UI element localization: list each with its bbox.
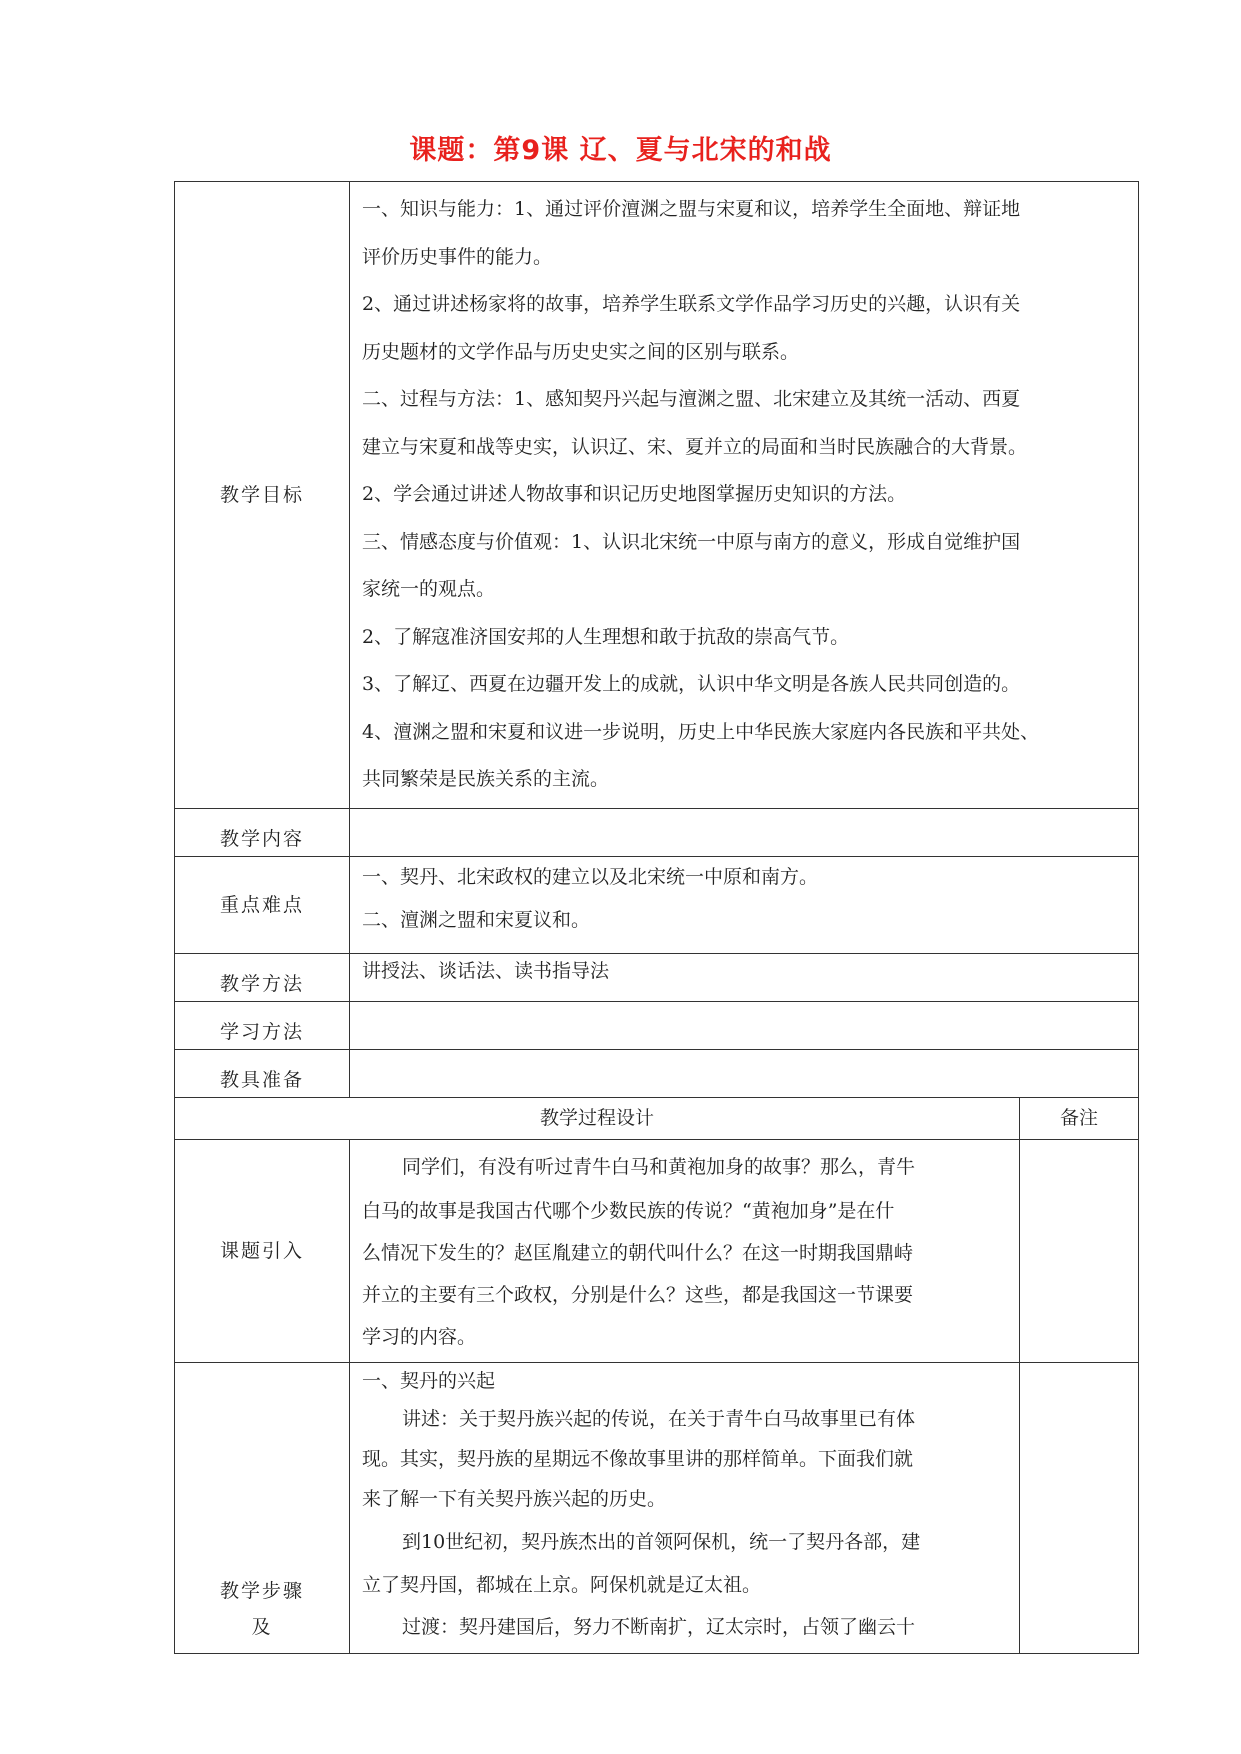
row-learning-method (175, 1001, 1139, 1049)
row-steps (175, 1362, 1139, 1653)
intro-line: 么情况下发生的？赵匡胤建立的朝代叫什么？在这一时期我国鼎峙 (362, 1241, 914, 1264)
label-teaching-method: 教学方法 (175, 953, 350, 1001)
label-key-points: 重点难点 (175, 856, 350, 953)
intro-line: 并立的主要有三个政权，分别是什么？这些，都是我国这一节课要 (362, 1283, 914, 1306)
process-design-header: 教学过程设计 (175, 1097, 1020, 1139)
row-materials (175, 1049, 1139, 1097)
lesson-plan-table (174, 181, 1139, 1654)
teaching-method-text: 讲授法、谈话法、读书指导法 (362, 959, 610, 982)
label-materials: 教具准备 (175, 1049, 350, 1097)
intro-notes (1020, 1139, 1139, 1362)
objectives-line: 一、知识与能力：1、通过评价澶渊之盟与宋夏和议，培养学生全面地、辩证地 (362, 198, 1021, 220)
objectives-line: 2、通过讲述杨家将的故事，培养学生联系文学作品学习历史的兴趣，认识有关 (362, 293, 1021, 315)
steps-line: 现。其实，契丹族的星期远不像故事里讲的那样简单。下面我们就 (362, 1447, 914, 1470)
key-point-line: 一、契丹、北宋政权的建立以及北宋统一中原和南方。 (362, 865, 819, 888)
label-learning-method: 学习方法 (175, 1001, 350, 1049)
label-steps-line2: 及 (251, 1615, 273, 1638)
objectives-line: 历史题材的文学作品与历史史实之间的区别与联系。 (362, 340, 800, 363)
row-key-points (175, 856, 1139, 953)
key-point-line: 二、澶渊之盟和宋夏议和。 (362, 908, 591, 931)
intro-line: 白马的故事是我国古代哪个少数民族的传说？“黄袍加身”是在什 (362, 1199, 895, 1222)
steps-line: 到10世纪初，契丹族杰出的首领阿保机，统一了契丹各部，建 (402, 1530, 921, 1553)
steps-notes (1020, 1362, 1139, 1653)
objectives-line: 三、情感态度与价值观：1、认识北宋统一中原与南方的意义，形成自觉维护国 (362, 530, 1021, 553)
label-objectives: 教学目标 (175, 182, 350, 809)
intro-content (350, 1139, 1020, 1362)
objectives-line: 二、过程与方法：1、感知契丹兴起与澶渊之盟、北宋建立及其统一活动、西夏 (362, 388, 1021, 410)
objectives-line: 家统一的观点。 (362, 578, 496, 600)
objectives-line: 2、了解寇准济国安邦的人生理想和敢于抗敌的崇高气节。 (362, 625, 850, 648)
objectives-line: 共同繁荣是民族关系的主流。 (362, 768, 610, 790)
row-teaching-content (175, 808, 1139, 856)
row-intro (175, 1139, 1139, 1362)
materials-value (350, 1049, 1139, 1097)
intro-line: 学习的内容。 (362, 1325, 477, 1348)
objectives-line: 3、了解辽、西夏在边疆开发上的成就，认识中华文明是各族人民共同创造的。 (362, 673, 1021, 695)
page-title: 课题：第9课 辽、夏与北宋的和战 (409, 135, 832, 166)
key-points-content (350, 856, 1139, 953)
steps-line: 来了解一下有关契丹族兴起的历史。 (362, 1487, 667, 1510)
objectives-line: 2、学会通过讲述人物故事和识记历史地图掌握历史知识的方法。 (362, 483, 907, 505)
steps-heading: 一、契丹的兴起 (362, 1369, 496, 1392)
learning-method-value (350, 1001, 1139, 1049)
steps-line: 讲述：关于契丹族兴起的传说，在关于青牛白马故事里已有体 (402, 1407, 916, 1430)
objectives-line: 评价历史事件的能力。 (362, 245, 553, 268)
label-teaching-content: 教学内容 (175, 808, 350, 856)
objectives-content (350, 182, 1139, 809)
row-process-header (175, 1097, 1139, 1139)
label-steps (175, 1362, 350, 1653)
intro-line: 同学们，有没有听过青牛白马和黄袍加身的故事？那么，青牛 (402, 1155, 916, 1178)
label-intro: 课题引入 (175, 1139, 350, 1362)
objectives-line: 4、澶渊之盟和宋夏和议进一步说明，历史上中华民族大家庭内各民族和平共处、 (362, 720, 1040, 743)
steps-content (350, 1362, 1020, 1653)
row-teaching-method (175, 953, 1139, 1001)
steps-line: 立了契丹国，都城在上京。阿保机就是辽太祖。 (362, 1573, 762, 1596)
teaching-method-value (350, 953, 1139, 1001)
row-objectives (175, 182, 1139, 809)
notes-header: 备注 (1020, 1097, 1139, 1139)
teaching-content-value (350, 808, 1139, 856)
label-steps-line1: 教学步骤 (219, 1579, 304, 1602)
steps-line: 过渡：契丹建国后，努力不断南扩，辽太宗时，占领了幽云十 (402, 1615, 916, 1638)
objectives-line: 建立与宋夏和战等史实，认识辽、宋、夏并立的局面和当时民族融合的大背景。 (362, 435, 1028, 458)
